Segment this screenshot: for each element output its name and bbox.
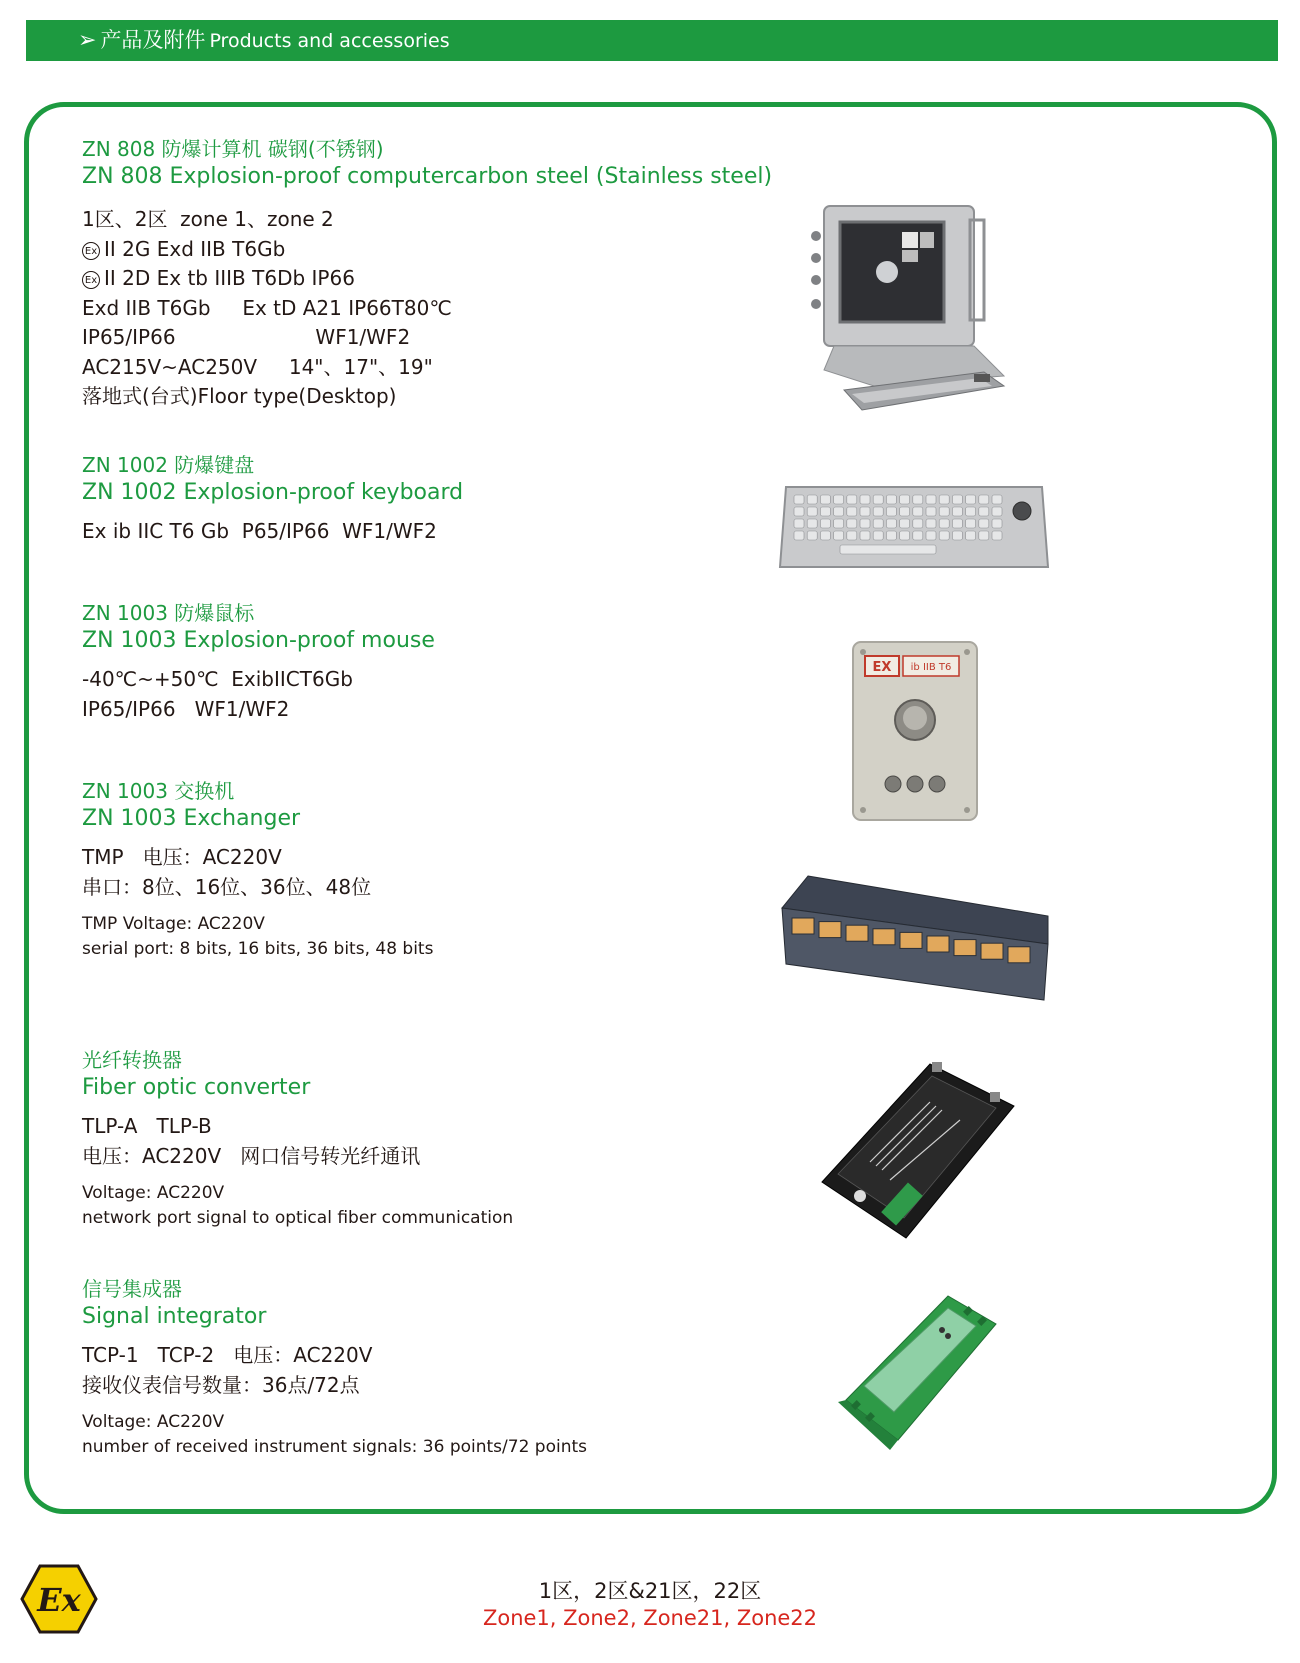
product-title-en: Signal integrator: [82, 1304, 267, 1329]
keyboard-key: [926, 519, 936, 528]
spec-line: -40℃~+50℃ ExibIICT6Gb: [82, 667, 353, 691]
product-mouse: [82, 600, 435, 724]
ex-mark-icon: Ex: [82, 242, 100, 260]
switch-port: [819, 922, 841, 938]
keyboard-key: [794, 507, 804, 516]
fiber-converter-image: [820, 1062, 1016, 1242]
spec-line-atex: [82, 235, 772, 265]
title-en: Products and accessories: [209, 30, 450, 52]
keyboard-key: [873, 495, 883, 504]
signal-integrator-image: [836, 1290, 1004, 1452]
spec-line: IP65/IP66 WF1/WF2: [82, 325, 411, 349]
ex-mark-icon: Ex: [82, 271, 100, 289]
computer-image: [804, 200, 1014, 440]
keyboard-key: [979, 495, 989, 504]
keyboard-key: [794, 495, 804, 504]
keyboard-key: [794, 531, 804, 540]
spec-line: AC215V~AC250V 14"、17"、19": [82, 354, 433, 379]
spec-line: Exd IIB T6Gb Ex tD A21 IP66T80℃: [82, 295, 452, 320]
keyboard-key: [966, 495, 976, 504]
keyboard-key: [847, 519, 857, 528]
keyboard-key: [873, 507, 883, 516]
product-title-zh: ZN 1003 防爆鼠标: [82, 601, 255, 625]
keyboard-key: [913, 519, 923, 528]
spec-line-en: Voltage: AC220V: [82, 1412, 225, 1432]
keyboard-key: [847, 495, 857, 504]
keyboard-key: [926, 531, 936, 540]
keyboard-key: [860, 495, 870, 504]
keyboard-key: [886, 519, 896, 528]
keyboard-key: [886, 531, 896, 540]
keyboard-key: [873, 519, 883, 528]
mouse-code-label: ib IIB T6: [910, 662, 952, 673]
mouse-ex-label: EX: [872, 660, 892, 675]
keyboard-image: [778, 483, 1050, 571]
page-title: [78, 20, 450, 62]
keyboard-key: [834, 531, 844, 540]
keyboard-key: [886, 495, 896, 504]
spec-line-en: TMP Voltage: AC220V: [82, 914, 265, 934]
spec-line: 接收仪表信号数量：36点/72点: [82, 1372, 360, 1397]
product-signal-integrator: [82, 1276, 587, 1460]
keyboard-key: [952, 495, 962, 504]
keyboard-key: [939, 507, 949, 516]
keyboard-key: [807, 495, 817, 504]
title-zh: 产品及附件: [100, 28, 206, 52]
keyboard-key: [807, 507, 817, 516]
keyboard-key: [939, 519, 949, 528]
spec-text: II 2G Exd IIB T6Gb: [104, 236, 286, 261]
keyboard-key: [952, 531, 962, 540]
keyboard-key: [834, 507, 844, 516]
product-title-en: ZN 808 Explosion-proof computercarbon steel (Stainless steel): [82, 164, 773, 189]
keyboard-key: [820, 495, 830, 504]
keyboard-key: [820, 531, 830, 540]
keyboard-key: [979, 507, 989, 516]
keyboard-key: [992, 531, 1002, 540]
switch-port: [981, 943, 1003, 959]
spec-text: II 2D Ex tb IIIB T6Db IP66: [104, 266, 355, 290]
keyboard-key: [834, 519, 844, 528]
spec-line: TLP-A TLP-B: [82, 1114, 212, 1138]
keyboard-key: [913, 531, 923, 540]
keyboard-key: [926, 495, 936, 504]
product-exchanger: [82, 778, 433, 962]
keyboard-key: [886, 507, 896, 516]
spec-line: 1区、2区 zone 1、zone 2: [82, 207, 334, 231]
switch-port: [900, 932, 922, 948]
keyboard-key: [966, 531, 976, 540]
keyboard-key: [900, 507, 910, 516]
keyboard-key: [807, 531, 817, 540]
product-keyboard: [82, 452, 463, 547]
keyboard-key: [992, 507, 1002, 516]
product-title-en: ZN 1003 Exchanger: [82, 806, 301, 831]
keyboard-key: [860, 507, 870, 516]
keyboard-key: [979, 519, 989, 528]
spec-line: 落地式(台式)Floor type(Desktop): [82, 384, 397, 408]
keyboard-key: [820, 519, 830, 528]
spec-line: Ex ib IIC T6 Gb P65/IP66 WF1/WF2: [82, 519, 437, 543]
spec-line: TCP-1 TCP-2 电压：AC220V: [82, 1343, 373, 1367]
product-fiber-converter: [82, 1047, 513, 1231]
mouse-image: [851, 640, 979, 822]
spec-line-en: number of received instrument signals: 36 points/72 points: [82, 1437, 588, 1457]
product-title-zh: ZN 1002 防爆键盘: [82, 453, 255, 477]
keyboard-key: [820, 507, 830, 516]
product-computer: [82, 136, 772, 412]
keyboard-key: [860, 519, 870, 528]
keyboard-key: [926, 507, 936, 516]
arrow-icon: ➢: [78, 28, 97, 53]
keyboard-key: [913, 495, 923, 504]
keyboard-key: [966, 519, 976, 528]
spec-line: 电压：AC220V 网口信号转光纤通讯: [82, 1143, 421, 1168]
spec-line: IP65/IP66 WF1/WF2: [82, 696, 290, 721]
product-title-zh: ZN 808 防爆计算机 碳钢(不锈钢): [82, 137, 384, 161]
header-bar: [26, 20, 1278, 61]
keyboard-key: [992, 519, 1002, 528]
product-title-en: Fiber optic converter: [82, 1075, 311, 1100]
product-title-zh: 信号集成器: [82, 1277, 182, 1301]
keyboard-key: [900, 531, 910, 540]
product-title-en: ZN 1003 Explosion-proof mouse: [82, 628, 435, 653]
spec-line-en: serial port: 8 bits, 16 bits, 36 bits, 48 bits: [82, 939, 434, 959]
keyboard-key: [834, 495, 844, 504]
switch-port: [873, 929, 895, 945]
keyboard-key: [900, 495, 910, 504]
keyboard-key: [939, 531, 949, 540]
keyboard-key: [939, 495, 949, 504]
switch-port: [846, 925, 868, 941]
keyboard-key: [847, 507, 857, 516]
keyboard-key: [873, 531, 883, 540]
keyboard-key: [979, 531, 989, 540]
keyboard-key: [847, 531, 857, 540]
keyboard-key: [992, 495, 1002, 504]
switch-port: [954, 940, 976, 956]
footer-zones-zh: 1区，2区&21区，22区: [538, 1579, 762, 1603]
keyboard-key: [952, 519, 962, 528]
switch-port: [927, 936, 949, 952]
product-title-zh: ZN 1003 交换机: [82, 779, 235, 803]
spec-line-en: network port signal to optical fiber communication: [82, 1208, 514, 1228]
product-title-en: ZN 1002 Explosion-proof keyboard: [82, 480, 464, 505]
switch-port: [792, 918, 814, 934]
keyboard-key: [966, 507, 976, 516]
product-title-zh: 光纤转换器: [82, 1048, 182, 1072]
keyboard-key: [794, 519, 804, 528]
spec-line: TMP 电压：AC220V: [82, 845, 282, 869]
keyboard-key: [952, 507, 962, 516]
switch-image: [780, 874, 1052, 1004]
switch-port: [1008, 947, 1030, 963]
spec-line: 串口：8位、16位、36位、48位: [82, 874, 372, 899]
footer-zones-en: Zone1, Zone2, Zone21, Zone22: [482, 1606, 818, 1630]
spec-line-atex: [82, 264, 772, 294]
keyboard-key: [860, 531, 870, 540]
keyboard-key: [807, 519, 817, 528]
ex-logo-text: Ex: [37, 1581, 81, 1619]
keyboard-key: [913, 507, 923, 516]
spec-line-en: Voltage: AC220V: [82, 1183, 225, 1203]
keyboard-key: [900, 519, 910, 528]
